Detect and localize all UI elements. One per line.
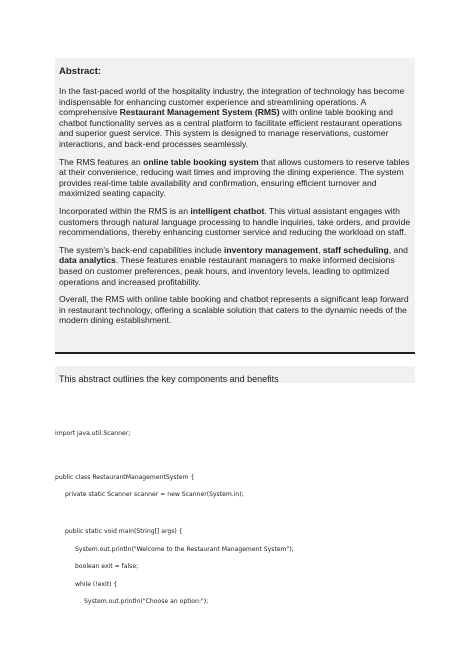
code-line: public static void main(String[] args) {	[65, 528, 183, 535]
abstract-paragraph-3	[59, 206, 411, 238]
text-run: . These features enable restaurant managers to make informed decisions based on customer preferences, peak hours, and inventory levels, leading to optimized operations and increased profitability.	[59, 255, 395, 287]
code-line: private static Scanner scanner = new Scanner(System.in);	[65, 491, 244, 498]
code-line: System.out.println("Choose an option:");	[84, 598, 209, 605]
bold-term: Restaurant Management System (RMS)	[119, 107, 280, 118]
horizontal-divider	[55, 352, 415, 354]
code-line: while (!exit) {	[75, 581, 118, 588]
text-run: . This virtual assistant engages with customers through natural language processing to handle inquiries, take orders, and provide recommendations, thereby enhancing customer service and reducing the workload on staff.	[59, 205, 411, 238]
abstract-paragraph-5: Overall, the RMS with online table booking and chatbot represents a significant leap forward in restaurant technology, offering a scalable solution that caters to the dynamic needs of the modern dining establishment.	[59, 294, 409, 326]
bold-term: online table booking system	[143, 156, 259, 167]
abstract-heading: Abstract:	[59, 66, 102, 77]
bold-term: inventory management	[224, 244, 319, 255]
code-line: boolean exit = false;	[75, 563, 139, 570]
text-run: In the fast-paced world of the hospitality industry, the integration of technology has become indispensable for enhancing customer experience and streamlining operations. A comprehensive	[59, 86, 405, 118]
text-run: The RMS features an	[59, 156, 144, 167]
text-run: , and	[388, 244, 408, 255]
abstract-paragraph-1	[59, 86, 411, 150]
text-run: that allows customers to reserve tables at their convenience, reducing wait times and improving the dining experience. The system provides real-time table availability and confirmation, ensuring efficient turnover and maximized seating capacity.	[59, 156, 410, 199]
bold-term: intelligent chatbot	[190, 205, 265, 216]
text-run: ,	[318, 244, 323, 255]
outline-section	[55, 366, 415, 383]
outline-text: This abstract outlines the key components and benefits	[59, 374, 279, 384]
abstract-section	[55, 58, 415, 352]
code-line: public class RestaurantManagementSystem {	[55, 474, 195, 481]
bold-term: staff scheduling	[322, 244, 389, 255]
abstract-paragraph-2	[59, 157, 411, 199]
bold-term: data analytics	[59, 255, 116, 266]
text-run: The system's back-end capabilities include	[59, 244, 225, 255]
text-run: Incorporated within the RMS is an	[59, 205, 191, 216]
code-line: import java.util.Scanner;	[55, 430, 131, 437]
abstract-paragraph-4	[59, 245, 411, 287]
text-run: with online table booking and chatbot functionality serves as a central platform to facilitate efficient restaurant operations and superior guest service. This system is designed to manage reservations, customer interactions, and back-end processes seamlessly.	[59, 107, 402, 149]
code-line: System.out.println("Welcome to the Restaurant Management System");	[75, 546, 294, 553]
